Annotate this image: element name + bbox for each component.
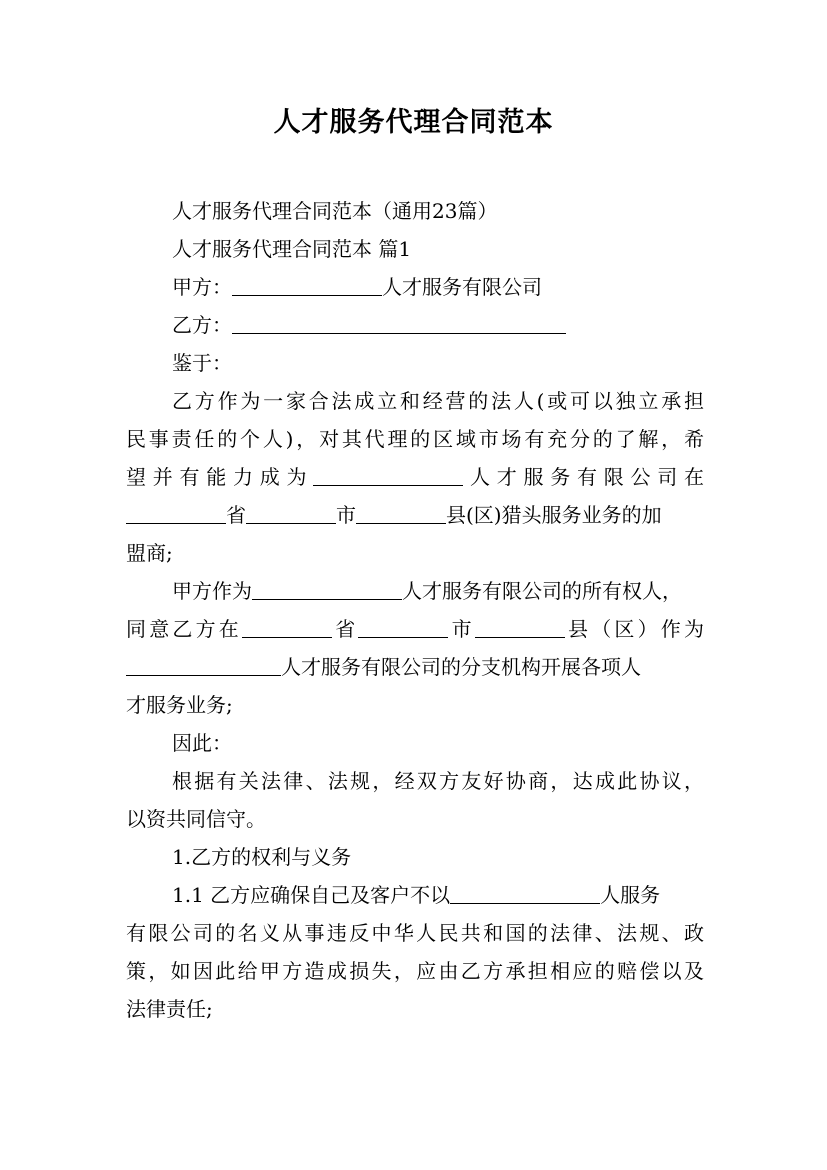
clause-heading: 1.乙方的权利与义务 [172,845,352,869]
paragraph-line [126,610,704,648]
text-span: 同意乙方在 [126,617,242,641]
paragraph-line [126,648,704,686]
subtitle-line: 人才服务代理合同范本（通用23篇） [172,199,498,223]
document-title: 人才服务代理合同范本 [273,107,554,138]
province-blank [126,501,226,524]
text-span: 1.1 乙方应确保自己及客户不以 [172,883,451,907]
paragraph-line: 根据有关法律、法规，经双方友好协商，达成此协议， [172,769,704,793]
party-b-blank [232,311,566,334]
paragraph-line [126,458,704,496]
paragraph-line: 才服务业务; [126,693,233,717]
company-blank [313,463,463,486]
party-a-line [126,268,704,306]
paragraph-line: 民事责任的个人)，对其代理的区域市场有充分的了解，希 [126,427,704,451]
text-span: 市 [448,617,475,641]
company-blank [450,881,600,904]
text-span: 人才服务有限公司的所有权人， [402,579,682,603]
clause-line: 策，如因此给甲方造成损失，应由乙方承担相应的赔偿以及 [126,959,704,983]
county-blank [475,615,565,638]
paragraph-line [126,572,704,610]
province-blank [242,615,332,638]
text-span: 人才服务有限公司的分支机构开展各项人 [281,655,641,679]
paragraph-line: 盟商; [126,541,173,565]
party-a-blank [232,273,382,296]
document-body [126,192,704,1028]
text-span: 省 [332,617,359,641]
text-span: 望并有能力成为 [126,465,314,489]
city-blank [358,615,448,638]
company-blank [126,653,281,676]
clause-line: 法律责任; [126,997,213,1021]
city-blank [246,501,336,524]
text-span: 县(区)猎头服务业务的加 [446,503,662,527]
text-span: 人才服务有限公司在 [463,465,704,489]
text-span: 市 [336,503,356,527]
company-blank [252,577,402,600]
clause-line: 有限公司的名义从事违反中华人民共和国的法律、法规、政 [126,921,704,945]
county-blank [356,501,446,524]
paragraph-line: 乙方作为一家合法成立和经营的法人(或可以独立承担 [172,389,704,413]
therefore-label: 因此： [172,731,232,755]
text-span: 县（区）作为 [564,617,705,641]
party-b-line [126,306,704,344]
party-a-label: 甲方： [172,275,232,299]
clause-line [126,876,704,914]
whereas-label: 鉴于： [172,351,232,375]
party-a-company: 人才服务有限公司 [382,275,542,299]
text-span: 甲方作为 [172,579,252,603]
paragraph-line: 以资共同信守。 [126,807,266,831]
section-heading: 人才服务代理合同范本 篇1 [172,237,412,261]
party-b-label: 乙方： [172,313,232,337]
text-span: 省 [226,503,246,527]
text-span: 人服务 [600,883,661,907]
paragraph-line [126,496,704,534]
